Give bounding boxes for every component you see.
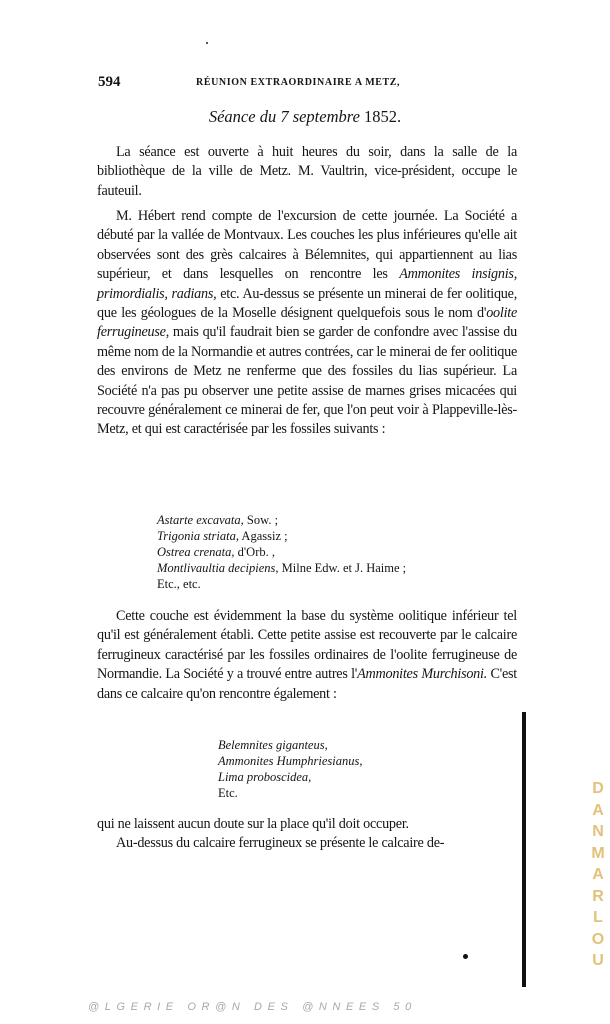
paragraph-text: etc. Au-dessus se présente un minerai de fer oolitique, que les géologues de la Moselle désignent quelquefois sous le nom d' <box>97 285 517 322</box>
page-number: 594 <box>98 74 121 90</box>
list-item <box>157 576 406 592</box>
paragraph-conclusion: qui ne laissent aucun doute sur la place qu'il doit occuper. <box>97 816 409 832</box>
species-name: Ammonites Murchisoni. <box>357 666 488 683</box>
species-author: Sow. ; <box>243 513 279 527</box>
watermark-letter: A <box>592 866 604 883</box>
species-name: Ammonites Humphriesianus, <box>218 754 363 768</box>
species-author: Milne Edw. et J. Haime ; <box>278 561 407 575</box>
paragraph-base-oolitic-system <box>97 607 517 704</box>
list-item <box>157 560 406 576</box>
watermark-letter: A <box>592 801 604 819</box>
list-item <box>218 785 362 801</box>
species-author: Etc., etc. <box>157 577 201 591</box>
watermark-letter: O <box>591 930 605 948</box>
list-item <box>218 753 362 769</box>
paragraph-excursion-report <box>97 207 517 440</box>
paragraph-text: M. Hébert rend compte de l'excursion de cette journée. La Société a débuté par la vallée de Montvaux. Les couches les plus inférieures qu'elle ait observées sont des grès calcaires à Bélemnites, qui appartiennent au lias supérieur, et dans lesquelles on rencontre les <box>97 208 517 283</box>
watermark-letter: D <box>592 780 604 797</box>
watermark-letter: M <box>591 844 605 862</box>
species-author: Etc. <box>218 786 238 800</box>
watermark-letter: L <box>593 909 603 926</box>
paragraph-opening: La séance est ouverte à huit heures du soir, dans la salle de la bibliothèque de la ville de Metz. M. Vaultrin, vice-président, occupe le fauteuil. <box>97 144 517 199</box>
species-name: oolite ferrugineuse <box>97 305 517 341</box>
fossil-list-ferruginous-limestone <box>218 737 362 801</box>
bottom-watermark: @LGERIE OR@N DES @NNEES 50 <box>88 1001 417 1013</box>
watermark-letter: N <box>592 823 604 840</box>
paragraph-text: , mais qu'il faudrait bien se garder de confondre avec l'assise du même nom de la Normandie et autres contrées, car le minerai de fer oolitique des environs de Metz ne renferme que des fossiles du lias supérieur. La Société n'a pas pu observer une petite assise de marnes grises micacées qui recouvre généralement ce minerai de fer, que l'on peut voir à Plappeville-lès-Metz, et qui est caractérisée par les fossiles suivants : <box>97 324 517 438</box>
list-item <box>157 544 406 560</box>
list-item <box>218 737 362 753</box>
species-name: Lima proboscidea, <box>218 770 312 784</box>
paragraph-continuation: Au-dessus du calcaire ferrugineux se présente le calcaire de- <box>116 835 445 851</box>
print-speck <box>206 42 208 44</box>
watermark-letter: R <box>592 887 604 905</box>
species-author: d'Orb. , <box>234 545 275 559</box>
list-item <box>157 528 406 544</box>
species-name: Belemnites giganteus, <box>218 738 328 752</box>
list-item <box>218 769 362 785</box>
species-name: Astarte excavata, <box>157 513 244 527</box>
session-title-date: Séance du 7 septembre <box>208 107 360 126</box>
species-name: Trigonia striata, <box>157 529 239 543</box>
session-title-year: 1852. <box>364 107 402 126</box>
watermark-letter: U <box>592 952 604 969</box>
fossil-list-marls <box>157 512 406 592</box>
paragraph-text: C'est dans ce calcaire qu'on rencontre également : <box>97 666 517 702</box>
ink-dot <box>463 954 468 959</box>
page-header <box>98 74 518 94</box>
side-watermark <box>588 778 608 972</box>
running-head: RÉUNION EXTRAORDINAIRE A METZ, <box>196 77 401 88</box>
session-title <box>0 107 610 127</box>
species-name: Ostrea crenata, <box>157 545 235 559</box>
species-name: Ammonites insignis, primordialis, radians, <box>97 266 517 302</box>
list-item <box>157 512 406 528</box>
species-name: Montlivaultia decipiens, <box>157 561 279 575</box>
page-edge-rule <box>522 712 526 987</box>
paragraph-text: Cette couche est évidemment la base du système oolitique inférieur tel qu'il est généralement établi. Cette petite assise est recouverte par le calcaire ferrugineux caractérisé par les fossiles ordinaires de l'oolite ferrugineuse de Normandie. La Société y a trouvé entre autres l' <box>97 608 517 683</box>
species-author: Agassiz ; <box>238 529 288 543</box>
